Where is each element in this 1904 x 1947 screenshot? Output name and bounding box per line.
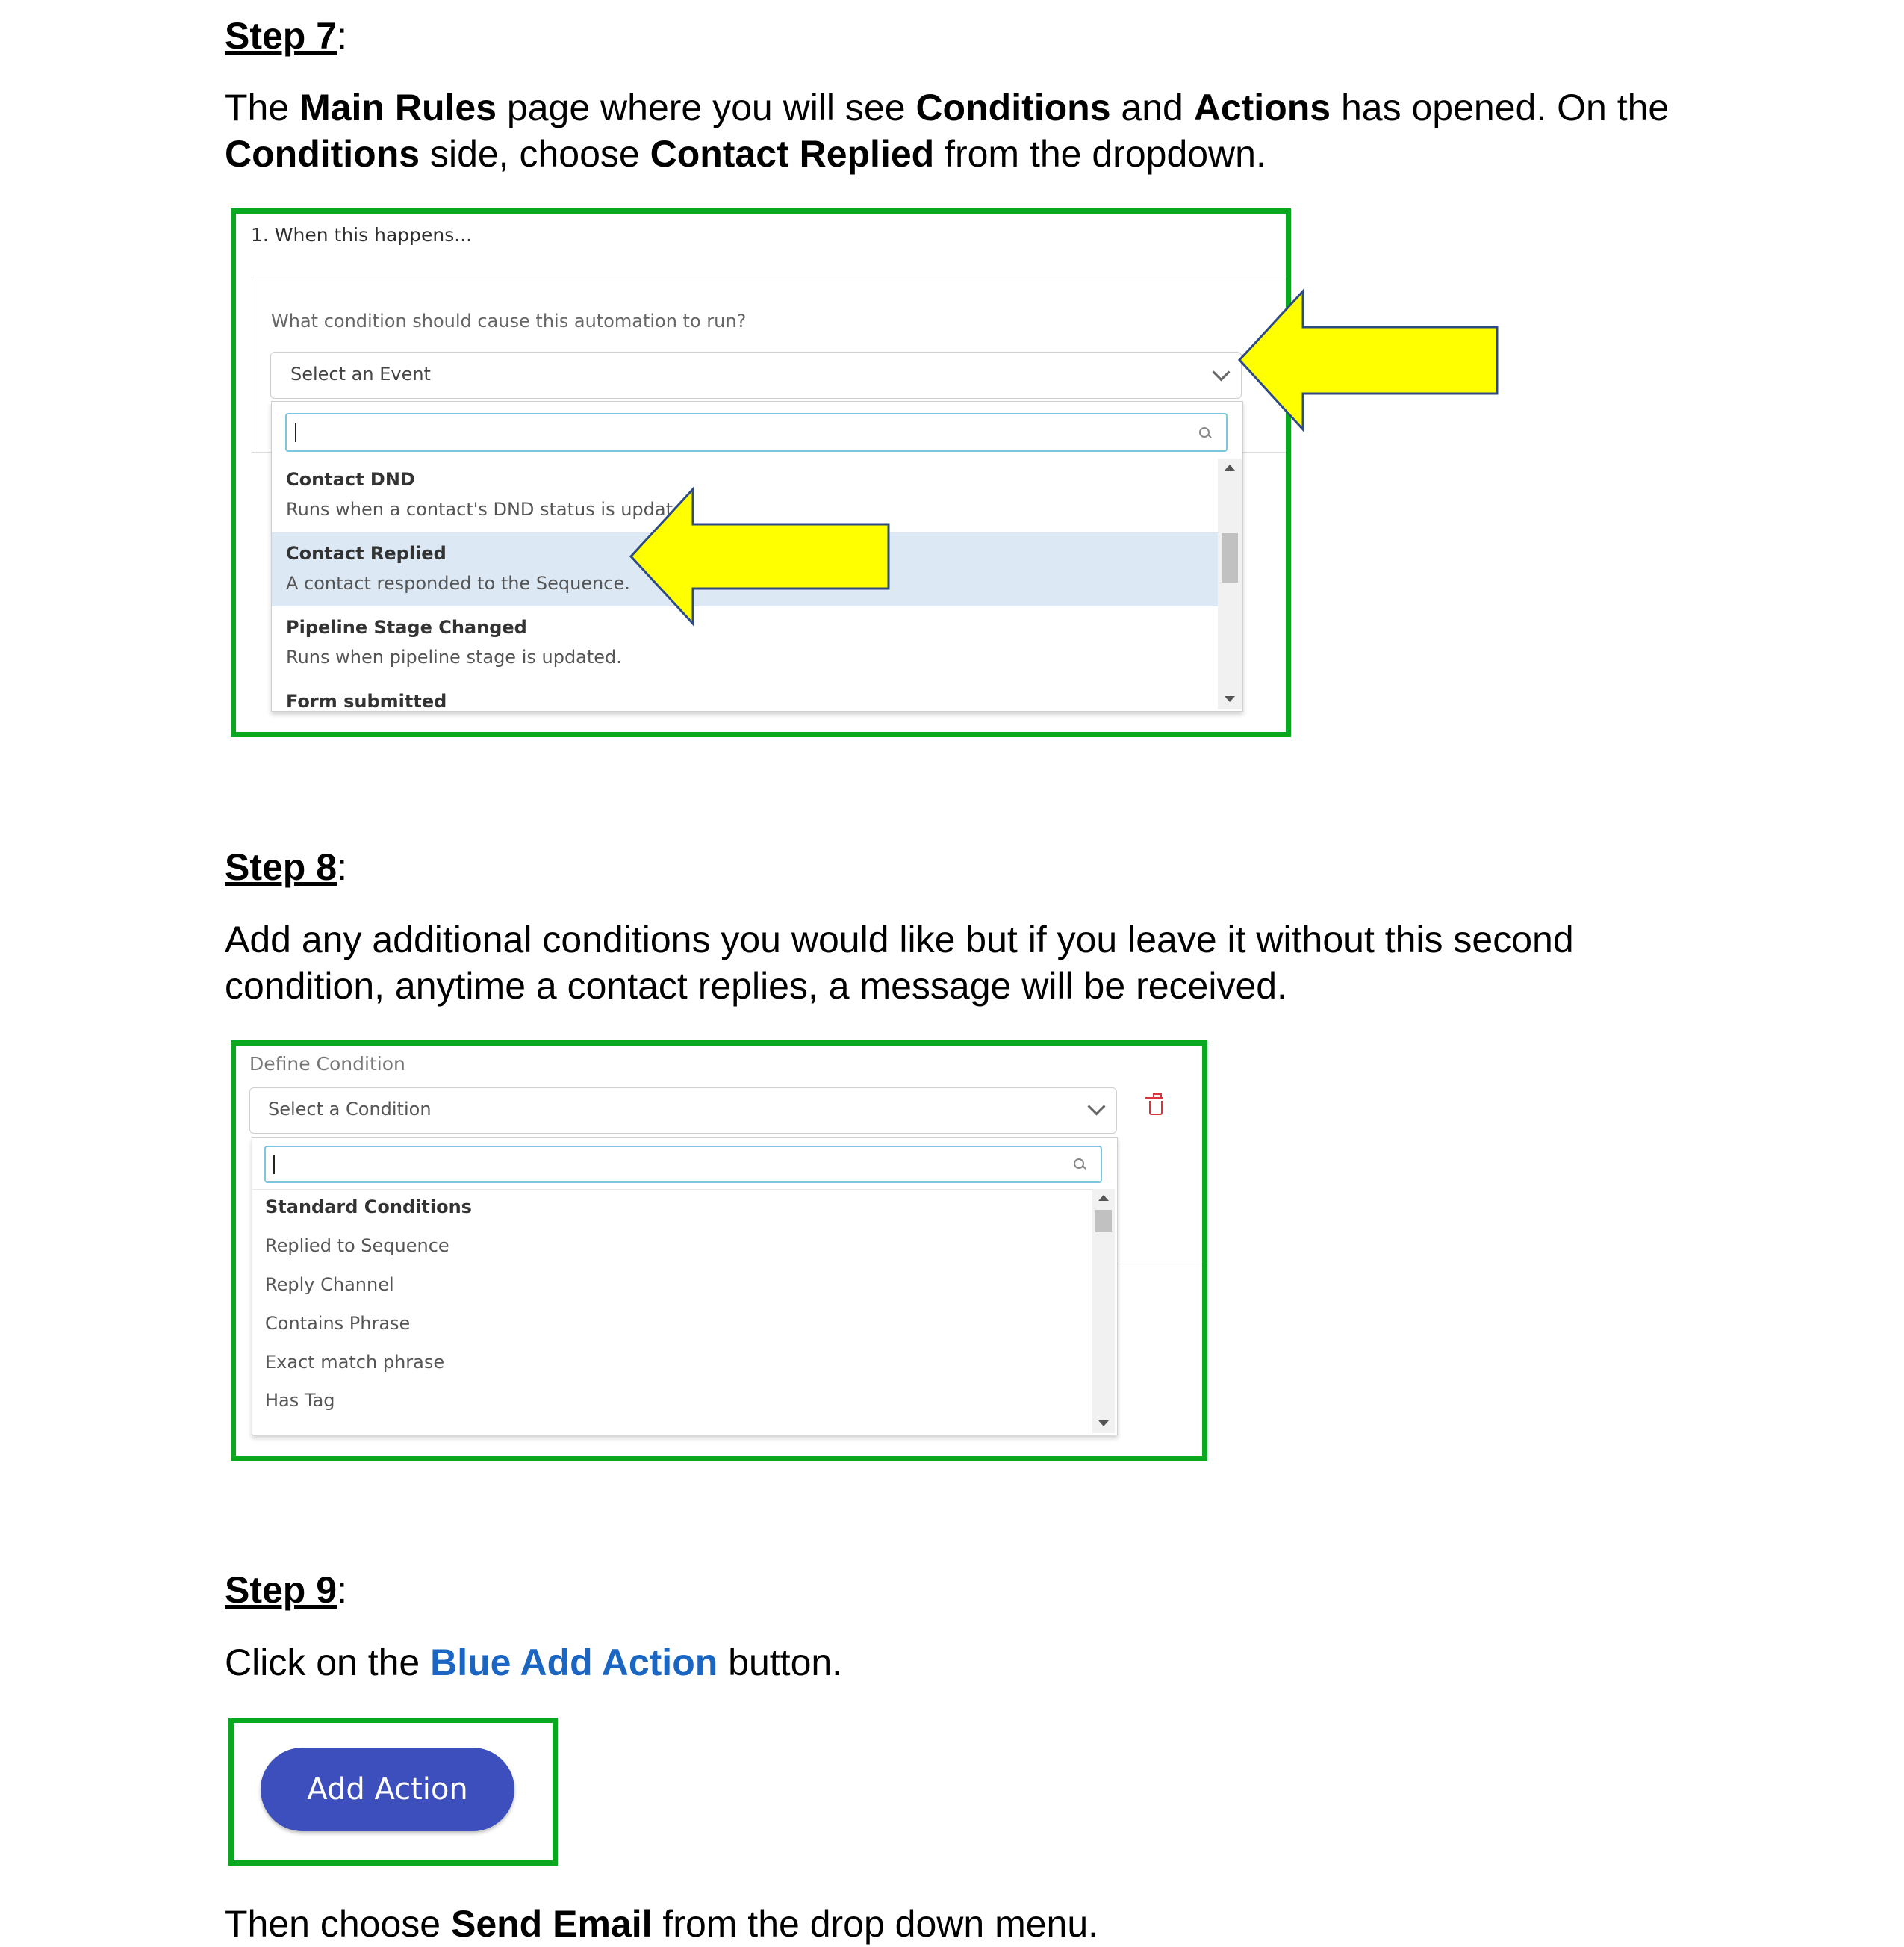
scroll-thumb[interactable] xyxy=(1222,533,1238,583)
condition-select[interactable] xyxy=(249,1087,1117,1134)
text-caret xyxy=(273,1155,275,1174)
scroll-down-icon[interactable] xyxy=(1098,1420,1109,1426)
option-pipeline-stage-changed[interactable]: Pipeline Stage Changed Runs when pipeline stage is updated. xyxy=(286,617,622,668)
step9-instruction: Click on the Blue Add Action button. xyxy=(225,1642,843,1683)
condition-dropdown xyxy=(252,1137,1118,1435)
divider xyxy=(252,1189,1092,1190)
event-select[interactable] xyxy=(270,352,1242,399)
condition-search-input[interactable] xyxy=(264,1146,1102,1183)
option-form-submitted[interactable]: Form submitted xyxy=(286,691,447,710)
step8-heading-label: Step 8 xyxy=(225,846,337,888)
search-icon xyxy=(1199,427,1210,438)
step7-heading: Step 7: xyxy=(225,15,347,57)
scroll-up-icon[interactable] xyxy=(1225,465,1235,471)
step9-heading: Step 9: xyxy=(225,1569,347,1611)
step7-screenshot xyxy=(231,208,1291,737)
step8-heading: Step 8: xyxy=(225,846,347,888)
step8-screenshot xyxy=(231,1040,1207,1461)
scroll-thumb[interactable] xyxy=(1095,1210,1112,1232)
condition-item-reply-channel[interactable]: Reply Channel xyxy=(265,1274,394,1295)
step8-line1: Add any additional conditions you would like but if you leave it without this second xyxy=(225,919,1574,960)
step7-heading-label: Step 7 xyxy=(225,15,337,57)
scroll-up-icon[interactable] xyxy=(1098,1195,1109,1201)
condition-item-exact-match-phrase[interactable]: Exact match phrase xyxy=(265,1352,445,1373)
delete-icon[interactable] xyxy=(1149,1101,1163,1115)
condition-select-value: Select a Condition xyxy=(268,1099,432,1120)
condition-question: What condition should cause this automation to run? xyxy=(271,311,747,332)
arrow-pointing-contact-replied-icon xyxy=(627,485,892,627)
define-condition-label: Define Condition xyxy=(249,1053,405,1075)
condition-item-replied-to-sequence[interactable]: Replied to Sequence xyxy=(265,1235,449,1256)
group-header-standard-conditions: Standard Conditions xyxy=(265,1196,472,1217)
step8-instruction xyxy=(225,916,1718,1009)
step8-line2: condition, anytime a contact replies, a message will be received. xyxy=(225,965,1287,1007)
chevron-down-icon[interactable] xyxy=(1212,363,1230,381)
dropdown-scrollbar[interactable] xyxy=(1218,459,1242,709)
step7-instruction xyxy=(225,84,1718,177)
step9-followup: Then choose Send Email from the drop down menu. xyxy=(225,1903,1099,1945)
dropdown-scrollbar[interactable] xyxy=(1092,1189,1115,1433)
scroll-down-icon[interactable] xyxy=(1225,696,1235,702)
text-caret xyxy=(295,423,296,442)
condition-item-has-tag[interactable]: Has Tag xyxy=(265,1390,335,1411)
step9-screenshot xyxy=(228,1718,558,1866)
option-contact-dnd[interactable]: Contact DND Runs when a contact's DND status is updated xyxy=(286,469,695,520)
blue-add-action-text: Blue Add Action xyxy=(430,1642,718,1683)
step7-line1: The Main Rules page where you will see Conditions and Actions has opened. On the xyxy=(225,87,1670,128)
condition-item-contains-phrase[interactable]: Contains Phrase xyxy=(265,1313,411,1334)
event-search-input[interactable] xyxy=(285,413,1228,452)
chevron-down-icon[interactable] xyxy=(1087,1097,1105,1115)
section-label: 1. When this happens... xyxy=(251,224,473,246)
step9-heading-label: Step 9 xyxy=(225,1569,337,1611)
search-icon xyxy=(1074,1158,1084,1169)
step7-line2: Conditions side, choose Contact Replied from the dropdown. xyxy=(225,133,1266,175)
event-select-value: Select an Event xyxy=(290,364,431,385)
add-action-button[interactable]: Add Action xyxy=(261,1748,514,1831)
option-contact-replied[interactable]: Contact Replied A contact responded to the Sequence. xyxy=(272,532,1218,606)
arrow-pointing-select-icon xyxy=(1236,288,1508,433)
